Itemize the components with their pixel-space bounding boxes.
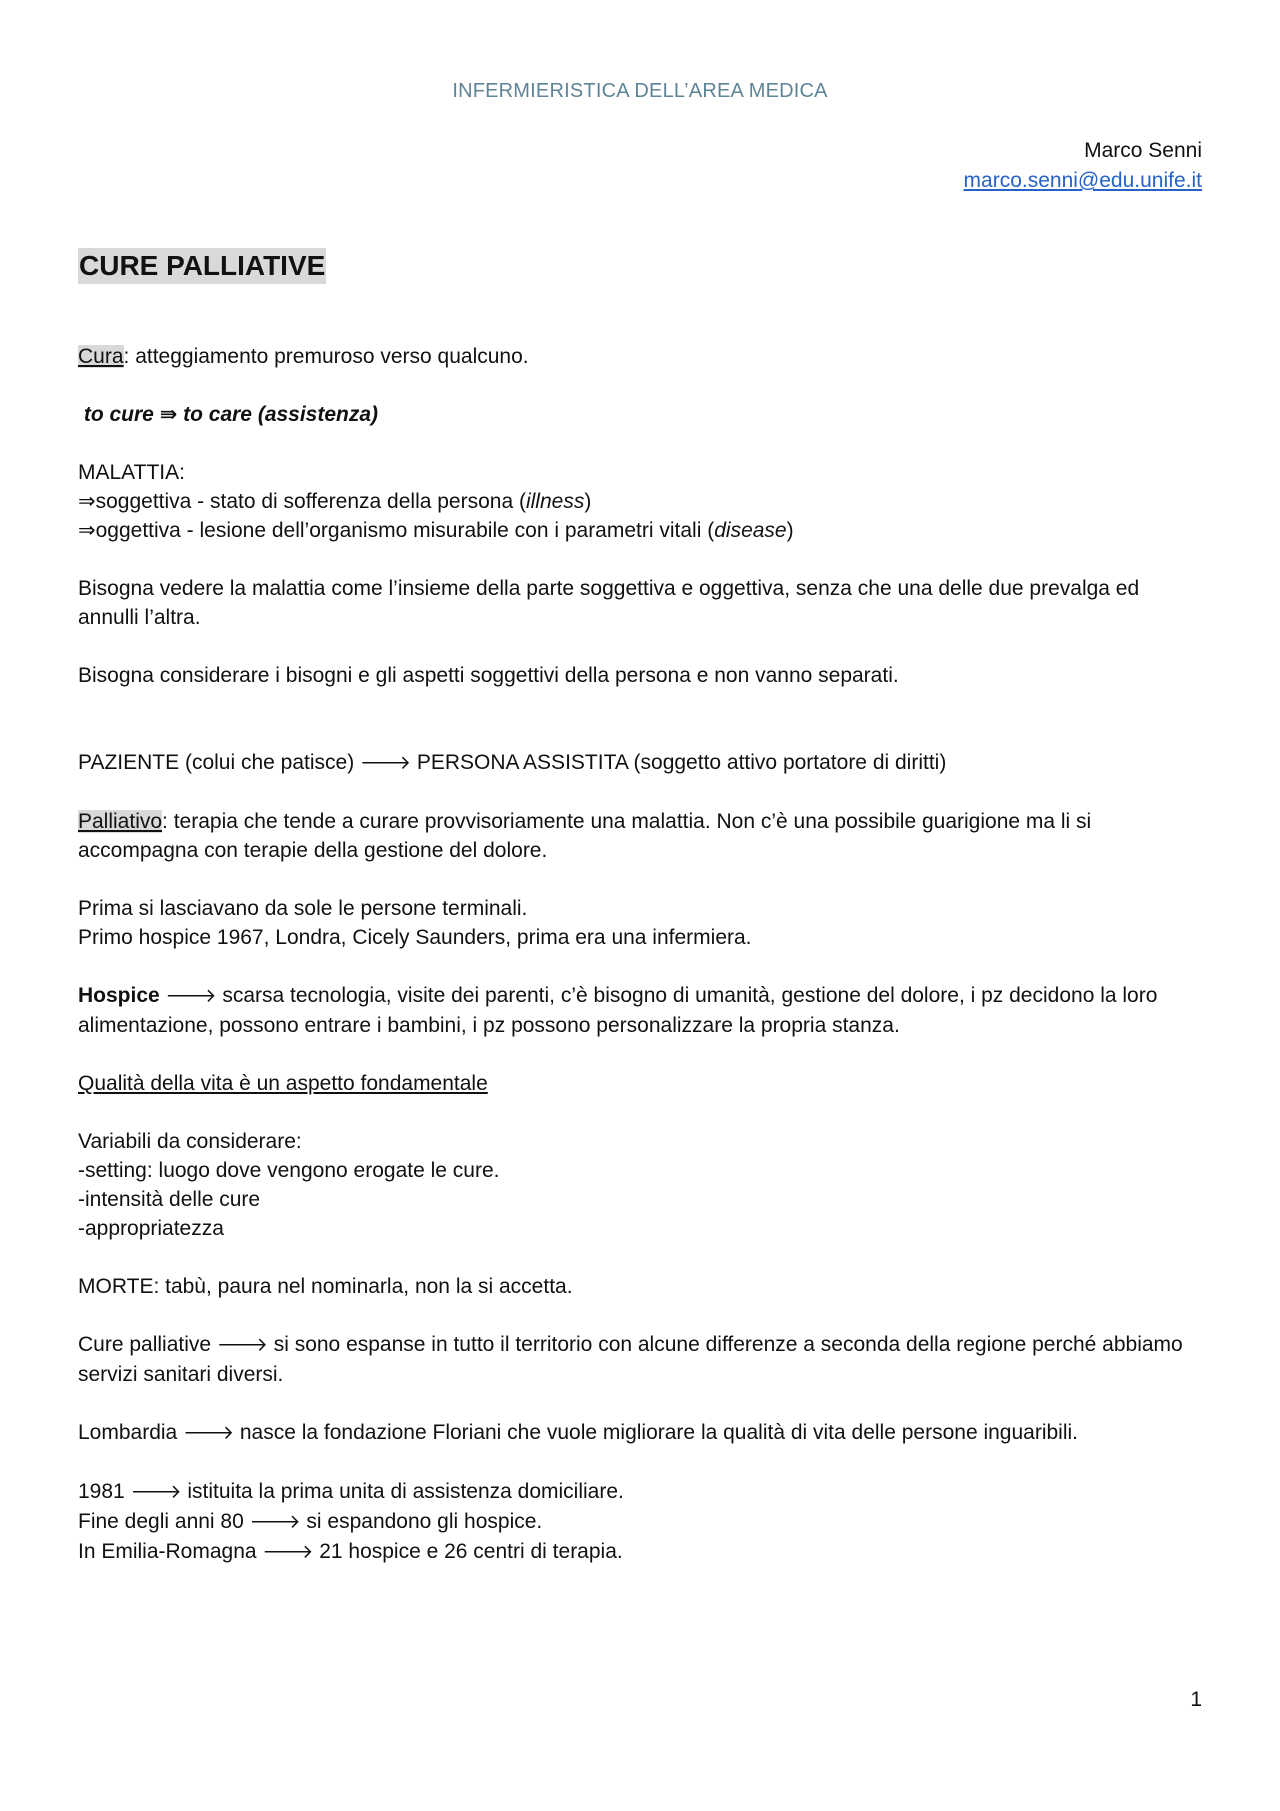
arrow-icon: 🡒 bbox=[183, 1422, 235, 1444]
author-email-link[interactable]: marco.senni@edu.unife.it bbox=[963, 169, 1202, 192]
arrow-icon: 🡒 bbox=[130, 1481, 182, 1503]
fine80-left: Fine degli anni 80 bbox=[78, 1510, 250, 1533]
ogg-term: disease bbox=[714, 519, 787, 542]
qualita-line: Qualità della vita è un aspetto fondamentale bbox=[78, 1072, 488, 1095]
cure-pall-left: Cure palliative bbox=[78, 1333, 217, 1356]
document-body bbox=[78, 248, 1203, 1567]
paziente-line bbox=[78, 748, 1203, 778]
lombardia-left: Lombardia bbox=[78, 1421, 184, 1444]
paziente-left: PAZIENTE (colui che patisce) bbox=[78, 751, 361, 774]
arrow-icon: 🡒 bbox=[165, 985, 217, 1007]
variabile-appropriatezza: -appropriatezza bbox=[78, 1217, 224, 1240]
author-name: Marco Senni bbox=[1084, 139, 1202, 162]
para-bisogni: Bisogna considerare i bisogni e gli aspetti soggettivi della persona e non vanno separati. bbox=[78, 664, 899, 687]
para-insieme: Bisogna vedere la malattia come l’insieme della parte soggettiva e oggettiva, senza che una delle due prevalga ed annulli l’altra. bbox=[78, 577, 1140, 629]
malattia-label: MALATTIA: bbox=[78, 461, 185, 484]
hospice-def-text: scarsa tecnologia, visite dei parenti, c’è bisogno di umanità, gestione del dolore, i pz decidono la loro alimentazione, possono entrare i bambini, i pz possono personalizzare la propria stanza. bbox=[78, 984, 1158, 1037]
page-number: 1 bbox=[1190, 1688, 1202, 1711]
cura-definition bbox=[78, 342, 1203, 371]
page-header: INFERMIERISTICA DELL’AREA MEDICA bbox=[452, 80, 828, 102]
line-fine-anni-80 bbox=[78, 1507, 1203, 1537]
author-block bbox=[964, 136, 1202, 196]
cura-term: Cura bbox=[78, 345, 124, 368]
to-cure-line bbox=[78, 400, 1203, 429]
arrow-icon: 🡒 bbox=[262, 1541, 314, 1563]
lombardia-line bbox=[78, 1418, 1203, 1448]
hospice-term: Hospice bbox=[78, 984, 160, 1007]
ogg-suffix: ) bbox=[786, 519, 794, 542]
cure-palliative-paragraph bbox=[78, 1330, 1203, 1389]
variabili-label: Variabili da considerare: bbox=[78, 1130, 302, 1153]
paziente-right: PERSONA ASSISTITA (soggetto attivo portatore di diritti) bbox=[411, 751, 947, 774]
section-title: CURE PALLIATIVE bbox=[78, 248, 326, 284]
line-emilia-romagna bbox=[78, 1537, 1203, 1567]
arrow-icon: 🡒 bbox=[216, 1334, 268, 1356]
hospice-paragraph bbox=[78, 981, 1203, 1040]
prima-line-2: Primo hospice 1967, Londra, Cicely Saunders, prima era una infermiera. bbox=[78, 926, 752, 949]
cura-def-text: : atteggiamento premuroso verso qualcuno. bbox=[123, 345, 529, 368]
arrow-icon: 🡒 bbox=[249, 1511, 301, 1533]
malattia-oggettiva bbox=[78, 516, 1203, 545]
ogg-prefix: ⇒oggettiva - lesione dell’organismo misurabile con i parametri vitali ( bbox=[78, 519, 715, 542]
prima-line-1: Prima si lasciavano da sole le persone terminali. bbox=[78, 897, 528, 920]
morte-line: MORTE: tabù, paura nel nominarla, non la si accetta. bbox=[78, 1275, 573, 1298]
line-1981 bbox=[78, 1477, 1203, 1507]
malattia-soggettiva bbox=[78, 487, 1203, 516]
fine80-right: si espandono gli hospice. bbox=[300, 1510, 543, 1533]
lombardia-right: nasce la fondazione Floriani che vuole migliorare la qualità di vita delle persone inguaribili. bbox=[234, 1421, 1079, 1444]
cure-pall-right: si sono espanse in tutto il territorio con alcune differenze a seconda della regione perché abbiamo servizi sanitari diversi. bbox=[78, 1333, 1183, 1386]
arrow-icon: 🡒 bbox=[360, 752, 411, 774]
variabile-setting: -setting: luogo dove vengono erogate le cure. bbox=[78, 1159, 500, 1182]
emilia-left: In Emilia-Romagna bbox=[78, 1540, 263, 1563]
variabile-intensita: -intensità delle cure bbox=[78, 1188, 261, 1211]
y1981-left: 1981 bbox=[78, 1480, 131, 1503]
emilia-right: 21 hospice e 26 centri di terapia. bbox=[313, 1540, 623, 1563]
sogg-suffix: ) bbox=[584, 490, 592, 513]
palliativo-term: Palliativo bbox=[78, 810, 163, 833]
palliativo-definition bbox=[78, 807, 1203, 865]
to-cure-text: to cure ⇛ to care (assistenza) bbox=[83, 403, 379, 426]
sogg-prefix: ⇒soggettiva - stato di sofferenza della persona ( bbox=[78, 490, 526, 513]
palliativo-def-text: : terapia che tende a curare provvisoriamente una malattia. Non c’è una possibile guarigione ma li si accompagna con terapie della gestione del dolore. bbox=[78, 810, 1092, 862]
y1981-right: istituita la prima unita di assistenza domiciliare. bbox=[181, 1480, 624, 1503]
sogg-term: illness bbox=[525, 490, 585, 513]
